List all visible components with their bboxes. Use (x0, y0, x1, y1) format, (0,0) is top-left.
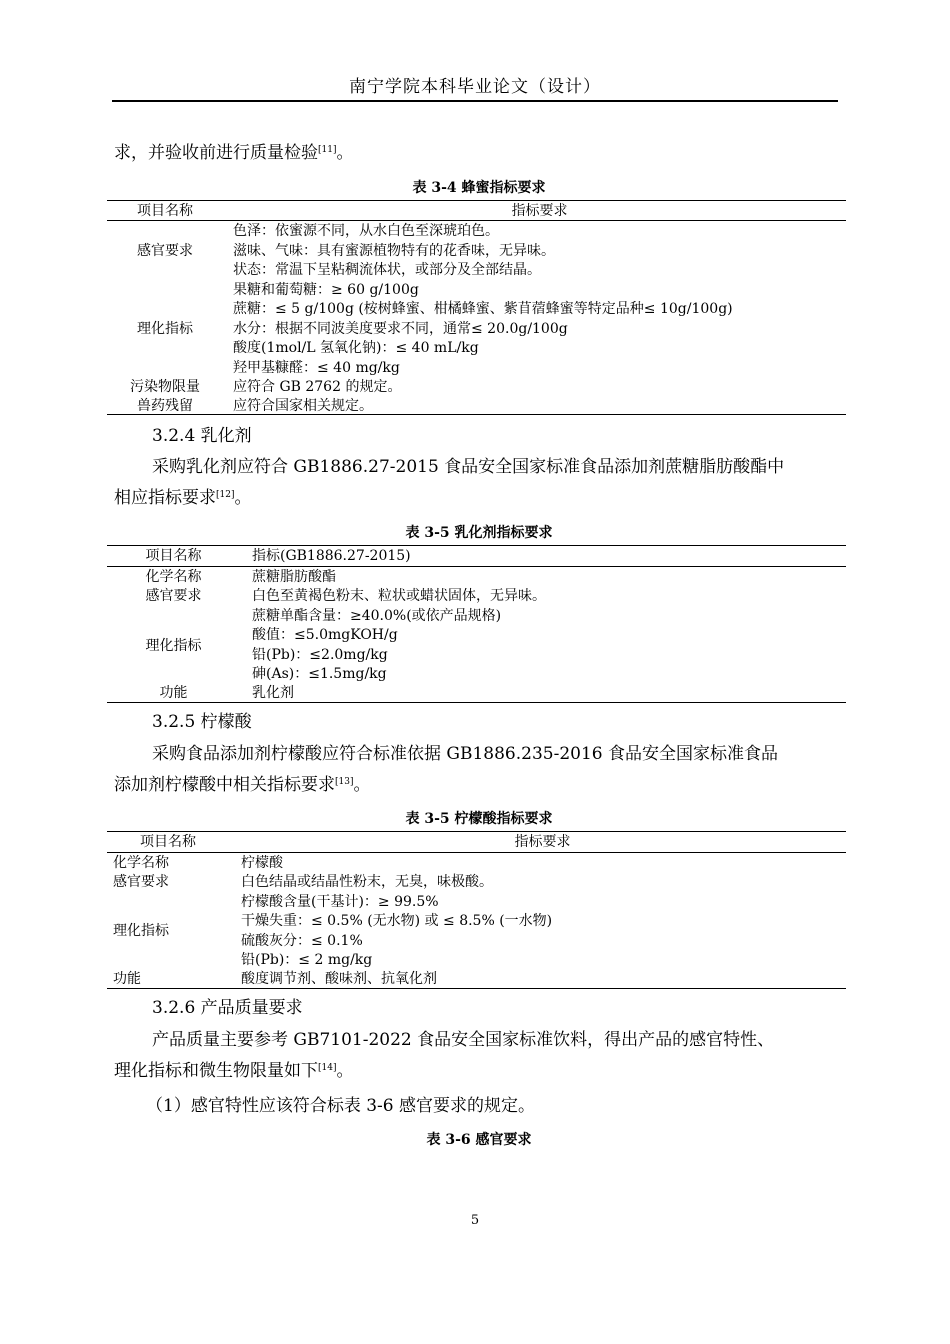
table-cell: 蔗糖单酯含量：≥40.0%(或依产品规格) (252, 608, 502, 624)
table-cell: 乳化剂 (252, 685, 294, 701)
table-cell: 铅(Pb)：≤ 2 mg/kg (241, 952, 373, 968)
paragraph-text: 相应指标要求 (114, 488, 216, 508)
paragraph-end: 。 (353, 775, 371, 795)
table-cell: 酸度调节剂、酸味剂、抗氧化剂 (241, 971, 437, 987)
table-caption: 表 3-5 乳化剂指标要求 (405, 525, 553, 541)
paragraph-line: 采购食品添加剂柠檬酸应符合标准依据 GB1886.235-2016 食品安全国家标准食品 (152, 744, 779, 764)
row-label: 感官要求 (113, 874, 169, 890)
list-item: （1）感官特性应该符合标表 3-6 感官要求的规定。 (146, 1096, 535, 1116)
table-cell: 柠檬酸 (241, 855, 283, 871)
table-cell: 状态：常温下呈粘稠流体状，或部分及全部结晶。 (233, 262, 541, 278)
table-bottom-rule (107, 414, 846, 415)
table-cell: 水分：根据不同波美度要求不同，通常≤ 20.0g/100g (233, 321, 568, 337)
paragraph-line: 产品质量主要参考 GB7101-2022 食品安全国家标准饮料，得出产品的感官特性、 (152, 1030, 775, 1050)
table-caption: 表 3-4 蜂蜜指标要求 (412, 180, 546, 196)
table-cell: 应符合 GB 2762 的规定。 (233, 379, 402, 395)
page-header: 南宁学院本科毕业论文（设计） (349, 77, 601, 97)
citation: [12] (216, 490, 235, 500)
row-label: 感官要求 (137, 243, 193, 259)
header-rule (112, 100, 838, 102)
row-label: 污染物限量 (130, 379, 200, 395)
table-caption: 表 3-6 感官要求 (426, 1132, 532, 1148)
table-cell: 蔗糖脂肪酸酯 (252, 569, 336, 585)
table-bottom-rule (107, 988, 846, 989)
paragraph-end: 。 (234, 488, 252, 508)
page-number: 5 (470, 1213, 480, 1228)
emulsifier-spec-table (107, 545, 846, 703)
section-heading: 3.2.4 乳化剂 (152, 426, 252, 446)
row-label: 理化指标 (113, 923, 169, 939)
citation: [13] (335, 777, 354, 787)
paragraph-end: 。 (336, 1061, 354, 1081)
paragraph-line: 采购乳化剂应符合 GB1886.27-2015 食品安全国家标准食品添加剂蔗糖脂肪酸酯中 (152, 457, 785, 477)
row-label: 兽药残留 (137, 398, 193, 414)
column-header: 项目名称 (145, 548, 202, 564)
paragraph-line (114, 488, 838, 508)
row-label: 功能 (113, 971, 141, 987)
table-bottom-rule (107, 702, 846, 703)
table-cell: 应符合国家相关规定。 (233, 398, 373, 414)
table-cell: 铅(Pb)：≤2.0mg/kg (252, 647, 388, 663)
table-cell: 硫酸灰分：≤ 0.1% (241, 933, 363, 949)
table-cell: 酸值：≤5.0mgKOH/g (252, 627, 398, 643)
paragraph-text: 添加剂柠檬酸中相关指标要求 (114, 775, 335, 795)
table-cell: 砷(As)：≤1.5mg/kg (252, 666, 387, 682)
table-cell: 滋味、气味：具有蜜源植物特有的花香味，无异味。 (233, 243, 555, 259)
intro-paragraph (114, 143, 838, 163)
citation: [14] (318, 1063, 337, 1073)
table-top-rule (107, 831, 846, 832)
table-cell: 果糖和葡萄糖：≥ 60 g/100g (233, 282, 419, 298)
header-rule (107, 566, 846, 567)
table-cell: 羟甲基糠醛：≤ 40 mg/kg (233, 360, 400, 376)
table-cell: 白色至黄褐色粉末、粒状或蜡状固体，无异味。 (252, 588, 546, 604)
section-heading: 3.2.6 产品质量要求 (152, 998, 303, 1018)
column-header: 项目名称 (137, 203, 193, 219)
column-header: 指标(GB1886.27-2015) (252, 548, 411, 564)
table-cell: 白色结晶或结晶性粉末，无臭，味极酸。 (241, 874, 493, 890)
row-label: 化学名称 (145, 569, 202, 585)
paragraph-line (114, 775, 838, 795)
row-label: 理化指标 (145, 638, 202, 654)
honey-spec-table (107, 200, 846, 415)
table-cell: 干燥失重：≤ 0.5% (无水物) 或 ≤ 8.5% (一水物) (241, 913, 553, 929)
intro-end: 。 (336, 143, 354, 163)
table-cell: 蔗糖：≤ 5 g/100g (桉树蜂蜜、柑橘蜂蜜、紫苜蓿蜂蜜等特定品种≤ 10g/100g) (233, 301, 733, 317)
intro-text: 求，并验收前进行质量检验 (114, 143, 318, 163)
table-top-rule (107, 545, 846, 546)
row-label: 功能 (159, 685, 188, 701)
row-label: 感官要求 (145, 588, 202, 604)
row-label: 化学名称 (113, 855, 169, 871)
column-header: 指标要求 (511, 203, 568, 219)
table-cell: 柠檬酸含量(干基计)：≥ 99.5% (241, 894, 439, 910)
column-header: 指标要求 (514, 834, 571, 850)
paragraph-text: 理化指标和微生物限量如下 (114, 1061, 318, 1081)
citric-acid-spec-table (107, 831, 846, 989)
citation: [11] (318, 145, 337, 155)
row-label: 理化指标 (137, 321, 193, 337)
column-header: 项目名称 (140, 834, 196, 850)
section-heading: 3.2.5 柠檬酸 (152, 712, 252, 732)
header-rule (107, 220, 846, 221)
header-rule (107, 852, 846, 853)
table-cell: 酸度(1mol/L 氢氧化钠)：≤ 40 mL/kg (233, 340, 479, 356)
table-top-rule (107, 200, 846, 201)
paragraph-line (114, 1061, 838, 1081)
table-caption: 表 3-5 柠檬酸指标要求 (405, 811, 553, 827)
table-cell: 色泽：依蜜源不同，从水白色至深琥珀色。 (233, 223, 499, 239)
